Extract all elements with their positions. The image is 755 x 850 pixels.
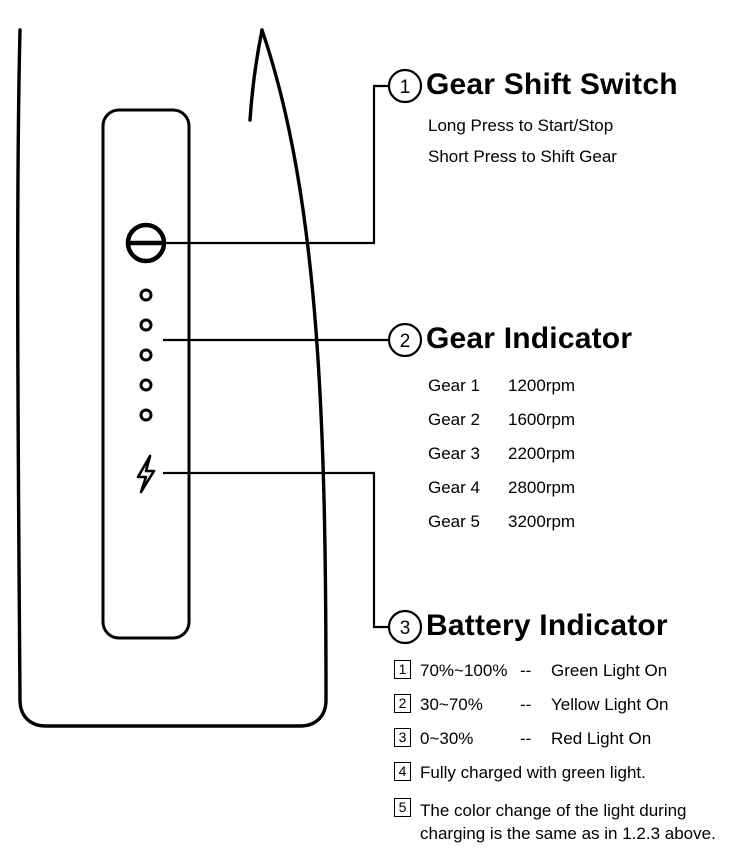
svg-text:1: 1: [399, 77, 411, 98]
battery-row-3-range: 0~30%: [420, 729, 474, 748]
battery-row-1-index: 1: [394, 660, 411, 679]
gear-3-name: Gear 3: [428, 444, 480, 463]
gear-4-speed: 2800rpm: [508, 478, 576, 497]
device-body-outline: [18, 30, 326, 726]
callout-3-heading: Battery Indicator: [426, 609, 668, 642]
battery-row-3-state: Red Light On: [551, 729, 652, 748]
battery-row-3-dash: --: [520, 729, 532, 748]
callout-number-2: [389, 324, 421, 356]
gear-indicator-leds: [141, 290, 151, 420]
battery-note-4-text: Fully charged with green light.: [420, 763, 646, 782]
callout-2-heading: Gear Indicator: [426, 322, 633, 355]
battery-row-2-range: 30~70%: [420, 695, 483, 714]
control-panel-outline: [103, 110, 189, 638]
battery-row-2-index: 2: [394, 694, 411, 713]
battery-note-4-index: 4: [394, 762, 411, 781]
battery-row-3-index: 3: [394, 728, 411, 747]
callout-1-line-2: Short Press to Shift Gear: [428, 147, 617, 166]
gear-5-name: Gear 5: [428, 512, 480, 531]
callout-number-1: [389, 70, 421, 102]
battery-row-1-dash: --: [520, 661, 532, 680]
leader-line-1: [166, 86, 388, 243]
svg-text:2: 2: [399, 331, 411, 352]
callout-1-line-1: Long Press to Start/Stop: [428, 116, 614, 135]
gear-2-speed: 1600rpm: [508, 410, 576, 429]
callout-1-heading: Gear Shift Switch: [426, 68, 678, 101]
callout-number-3: [389, 611, 421, 643]
gear-5-speed: 3200rpm: [508, 512, 576, 531]
device-seam-line: [250, 30, 262, 120]
svg-text:3: 3: [399, 618, 411, 639]
lightning-bolt-icon: [138, 456, 154, 492]
battery-row-1-state: Green Light On: [551, 661, 668, 680]
gear-2-name: Gear 2: [428, 410, 480, 429]
gear-1-speed: 1200rpm: [508, 376, 576, 395]
battery-row-2-dash: --: [520, 695, 532, 714]
gear-4-name: Gear 4: [428, 478, 480, 497]
leader-line-3: [163, 473, 388, 627]
battery-row-1-range: 70%~100%: [420, 661, 508, 680]
battery-note-5-index: 5: [394, 798, 411, 817]
gear-3-speed: 2200rpm: [508, 444, 576, 463]
battery-note-5-text: The color change of the light during charging is the same as in 1.2.3 above.: [420, 801, 716, 843]
power-button-icon: [128, 225, 164, 261]
gear-1-name: Gear 1: [428, 376, 480, 395]
battery-row-2-state: Yellow Light On: [551, 695, 669, 714]
